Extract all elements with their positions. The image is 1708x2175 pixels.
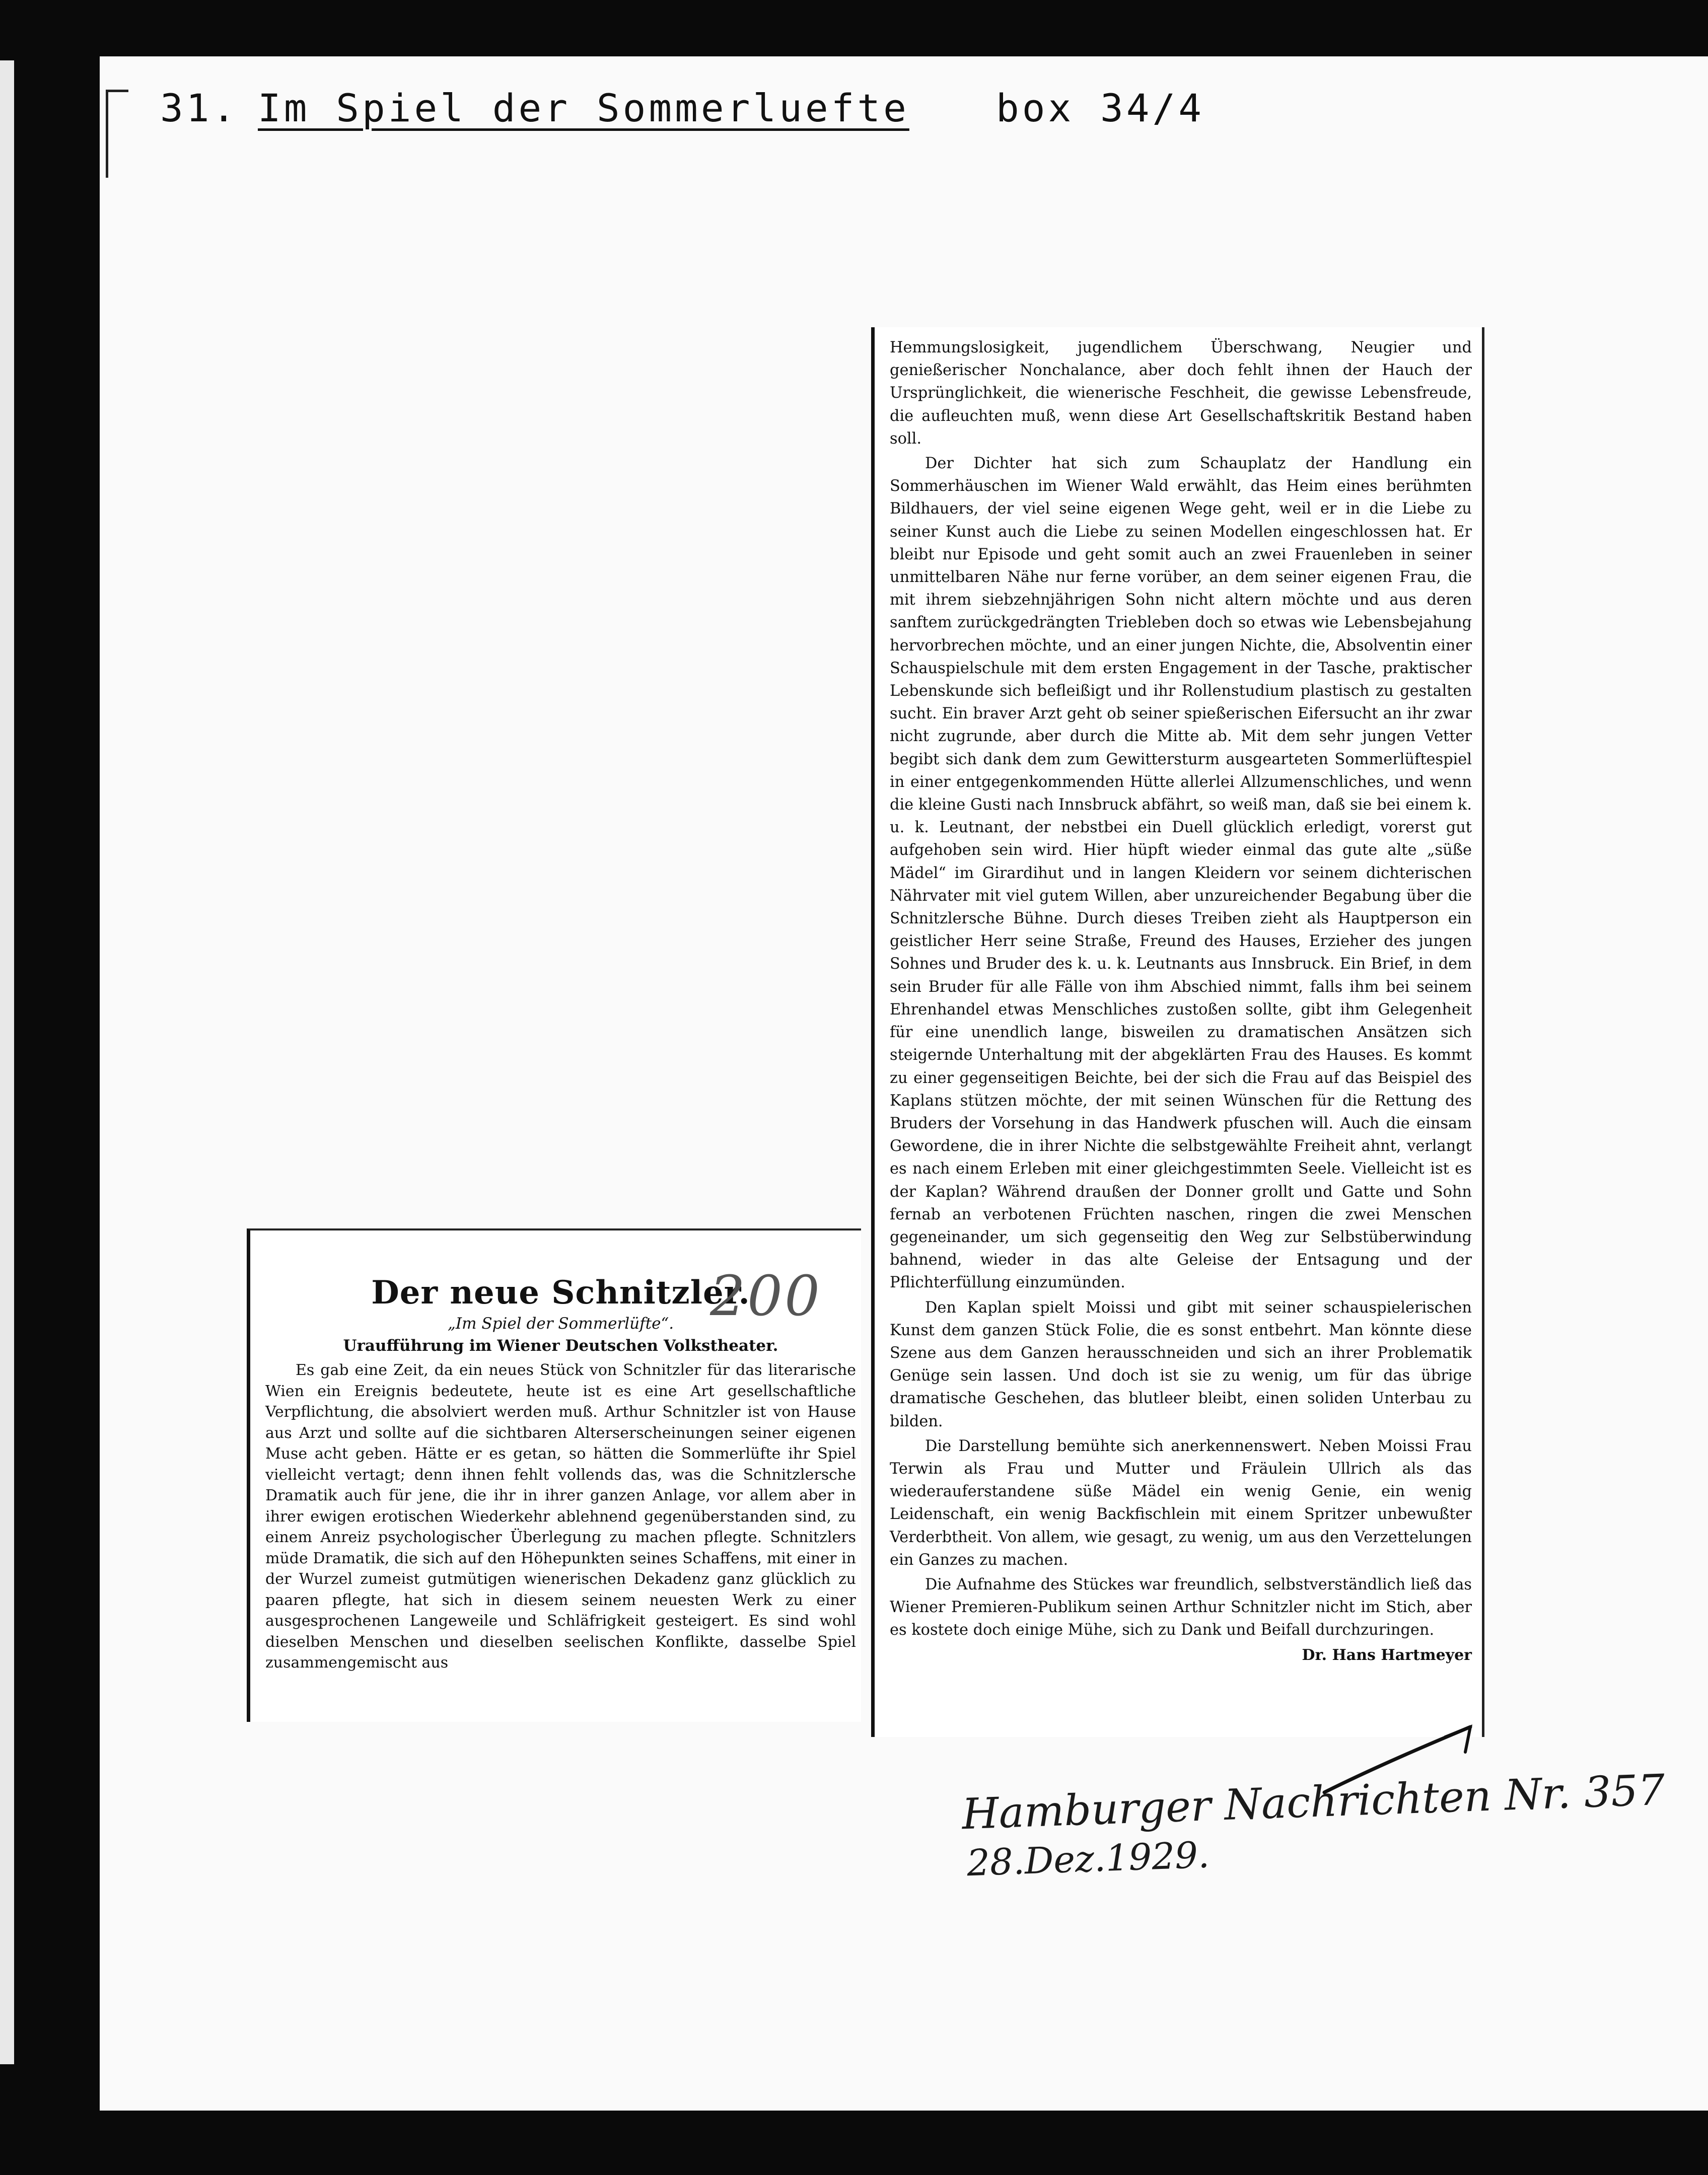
article-paragraph: Den Kaplan spielt Moissi und gibt mit seiner schauspielerischen Kunst dem ganzen Stück Folie, die es sonst entbehrt. Man könnte diese Szene aus dem Ganzen herausschneiden und sich an ihrer Problematik Genüge sein lassen. Und doch ist sie zu wenig, um für das übrige dramatische Geschehen, das blutleer bleibt, einen soliden Unterbau zu bilden. [890,1298,1472,1430]
article-paragraph: Die Aufnahme des Stückes war freundlich, selbstverständlich ließ das Wiener Premieren-Publikum seinen Arthur Schnitzler nicht im Stich, aber es kostete doch einige Mühe, sich zu Dank und Beifall durchzuringen. [890,1575,1472,1639]
article-paragraph: Der Dichter hat sich zum Schauplatz der Handlung ein Sommerhäuschen im Wiener Wald erwählt, das Heim eines berühmten Bildhauers, der viel seine eigenen Wege geht, weil er in die Liebe zu seiner Kunst auch die Liebe zu seinen Modellen eingeschlossen hat. Er bleibt nur Episode und geht somit auch an zwei Frauenleben in seiner unmittelbaren Nähe nur ferne vorüber, an dem seiner eigenen Frau, die mit ihrem siebzehnjährigen Sohn nicht altern möchte und aus deren sanftem zurückgedrängten Triebleben doch so etwas wie Lebensbejahung hervorbrechen möchte, und an einer jungen Nichte, die, Absolventin einer Schauspielschule mit dem ersten Engagement in der Tasche, praktischer Lebenskunde sich befleißigt und ihr Rollenstudium plastisch zu gestalten sucht. Ein braver Arzt geht ob seiner spießerischen Eifersucht an ihr zwar nicht zugrunde, aber durch die Mitte ab. Mit dem sehr jungen Vetter begibt sich dank dem zum Gewittersturm ausgearteten Sommerlüftespiel in einer entgegenkommenden Hütte allerlei Allzumenschliches, und wenn die kleine Gusti nach Innsbruck abfährt, so weiß man, daß sie bei einem k. u. k. Leutnant, der nebstbei ein Duell glücklich erledigt, vorerst gut aufgehoben sein wird. Hier hüpft wieder einmal das gute alte „süße Mädel“ im Girardihut und in langen Kleidern vor seinem dichterischen Nährvater mit viel gutem Willen, aber unzureichender Begabung über die Schnitzlersche Bühne. Durch dieses Treiben zieht als Hauptperson ein geistlicher Herr seine Straße, Freund des Hauses, Erzieher des jungen Sohnes und Bruder des k. u. k. Leutnants aus Innsbruck. Ein Brief, in dem sein Bruder für alle Fälle von ihm Abschied nimmt, falls ihm bei seinem Ehrenhandel etwas Menschliches zustoßen sollte, gibt ihm Gelegenheit für eine unendlich lange, bisweilen zu dramatischen Ansätzen sich steigernde Unterhaltung mit der abgeklärten Frau des Hauses. Es kommt zu einer gegenseitigen Beichte, bei der sich die Frau auf das Beispiel des Kaplans stützen möchte, der mit seinen Wünschen für die Rettung des Bruders der Vorsehung in das Handwerk pfuschen will. Auch die einsam Gewordene, die in ihrer Nichte die selbstgewählte Freiheit ahnt, verlangt es nach einem Erleben mit einer gleichgestimmten Seele. Vielleicht ist es der Kaplan? Während draußen der Donner grollt und Gatte und Sohn fernab an verbotenen Früchten naschen, ringen die zwei Menschen gegeneinander, um sich gegenseitig den Weg zur Selbstüberwindung bahnend, wieder in das alte Geleise der Entsagung und der Pflichterfüllung einzumünden. [890,455,1472,1292]
article-subtitle: „Im Spiel der Sommerlüfte“. [447,1315,674,1333]
file-number: 31. [160,86,239,130]
article-paragraph: Die Darstellung bemühte sich anerkennenswert. Neben Moissi Frau Terwin als Frau und Mutter und Fräulein Ullrich als das wiederauferstandene süße Mädel ein wenig Genie, ein wenig Leidenschaft, ein wenig Backfischlein mit einem Spritzer unbewußter Verderbtheit. Von allem, wie gesagt, zu wenig, um aus den Verzettelungen ein Ganzes zu machen. [890,1437,1472,1569]
handwritten-source: Hamburger Nachrichten Nr. 357 [961,1765,1666,1839]
article-paragraph: Hemmungslosigkeit, jugendlichem Überschwang, Neugier und genießerischer Nonchalance, aber doch fehlt ihnen der Hauch der Ursprünglichkeit, die wienerische Feschheit, die gewisse Lebensfreude, die aufleuchten muß, wenn diese Art Gesellschaftskritik Bestand haben soll. [890,339,1472,448]
newspaper-clipping-right [871,327,1484,1737]
article-body: Es gab eine Zeit, da ein neues Stück von Schnitzler für das literarische Wien ein Ereignis bedeutete, heute ist es eine Art gesellschaftliche Verpflichtung, die absolviert werden muß. Arthur Schnitzler ist von Hause aus Arzt und sollte auf die sichtbaren Alterserscheinungen seiner eigenen Muse acht geben. Hätte er es getan, so hätten die Sommerlüfte ihr Spiel vielleicht vertagt; denn ihnen fehlt vollends das, was die Schnitzlersche Dramatik auch für jene, die ihr in ihrer ganzen Anlage, vor allem aber in ihrer ewigen erotischen Wiederkehr ablehnend gegenüberstanden sind, zu einem Anreiz psychologischer Überlegung zu machen pflegte. Schnitzlers müde Dramatik, die sich auf den Höhepunkten seines Schaffens, mit einer in der Wurzel zumeist gutmütigen wienerischen Dekadenz ganz glücklich zu paaren pflegte, hat sich in diesem seinem neuesten Werk zu einer ausgesprochenen Langeweile und Schläfrigkeit gesteigert. Es sind wohl dieselben Menschen und dieselben seelischen Konflikte, dasselbe Spiel zusammengemischt aus [265,1361,856,1672]
file-title: Im Spiel der Sommerluefte [258,86,909,130]
pencil-annotation: 200 [710,1264,822,1328]
adjacent-page-edge [0,60,14,2064]
handwritten-date: 28.Dez.1929. [966,1833,1211,1884]
header-bracket [106,90,128,178]
box-label: box 34/4 [996,86,1205,130]
author-signature: Dr. Hans Hartmeyer [1302,1646,1472,1664]
article-subheading: Uraufführung im Wiener Deutschen Volkstheater. [343,1337,778,1355]
article-headline: Der neue Schnitzler. [371,1274,750,1312]
